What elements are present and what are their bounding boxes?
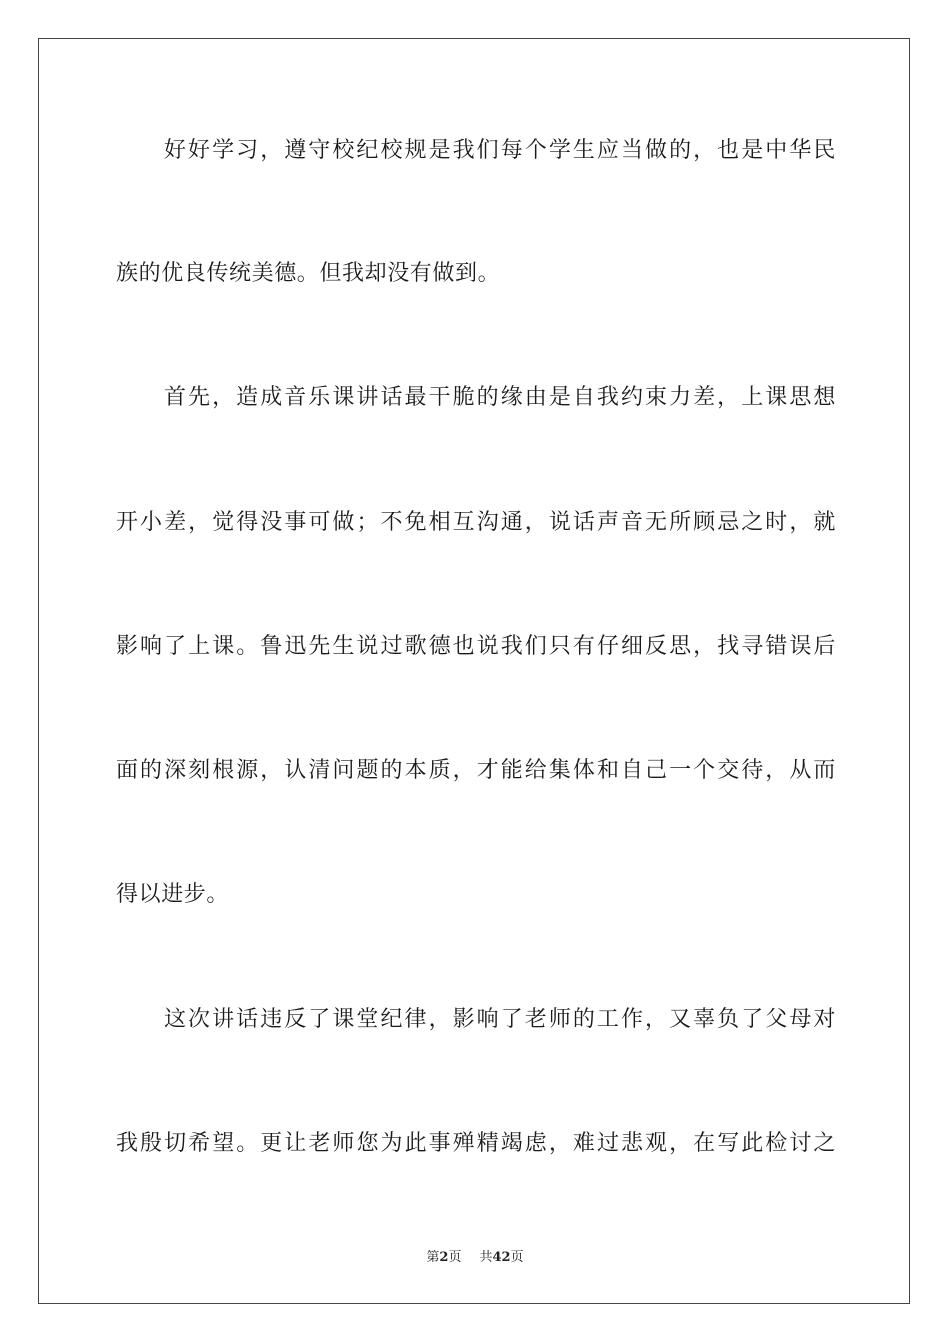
- paragraph-2-line-4: 面的深刻根源，认清问题的本质，才能给集体和自己一个交待，从而: [116, 758, 836, 783]
- footer-total-suffix: 页: [510, 1250, 524, 1265]
- footer-total-prefix: 共: [479, 1250, 493, 1265]
- paragraph-2-line-2: 开小差，觉得没事可做；不免相互沟通，说话声音无所顾忌之时，就: [116, 510, 836, 535]
- footer-page-suffix: 页: [448, 1250, 462, 1265]
- paragraph-2-line-5: 得以进步。: [116, 882, 230, 907]
- page-footer: [0, 1246, 950, 1265]
- paragraph-1-line-2: 族的优良传统美德。但我却没有做到。: [116, 261, 501, 286]
- footer-page-number: 2: [439, 1250, 449, 1265]
- paragraph-3-line-2: 我殷切希望。更让老师您为此事殚精竭虑，难过悲观，在写此检讨之: [116, 1131, 836, 1156]
- footer-page-prefix: 第: [426, 1250, 440, 1265]
- footer-total-pages: 42: [492, 1250, 511, 1265]
- paragraph-3-line-1: 这次讲话违反了课堂纪律，影响了老师的工作，又辜负了父母对: [164, 1007, 836, 1032]
- paragraph-1-line-1: 好好学习，遵守校纪校规是我们每个学生应当做的，也是中华民: [164, 138, 836, 163]
- page-frame: [38, 38, 910, 1304]
- paragraph-2-line-3: 影响了上课。鲁迅先生说过歌德也说我们只有仔细反思，找寻错误后: [116, 634, 836, 659]
- paragraph-2-line-1: 首先，造成音乐课讲话最干脆的缘由是自我约束力差，上课思想: [164, 385, 836, 410]
